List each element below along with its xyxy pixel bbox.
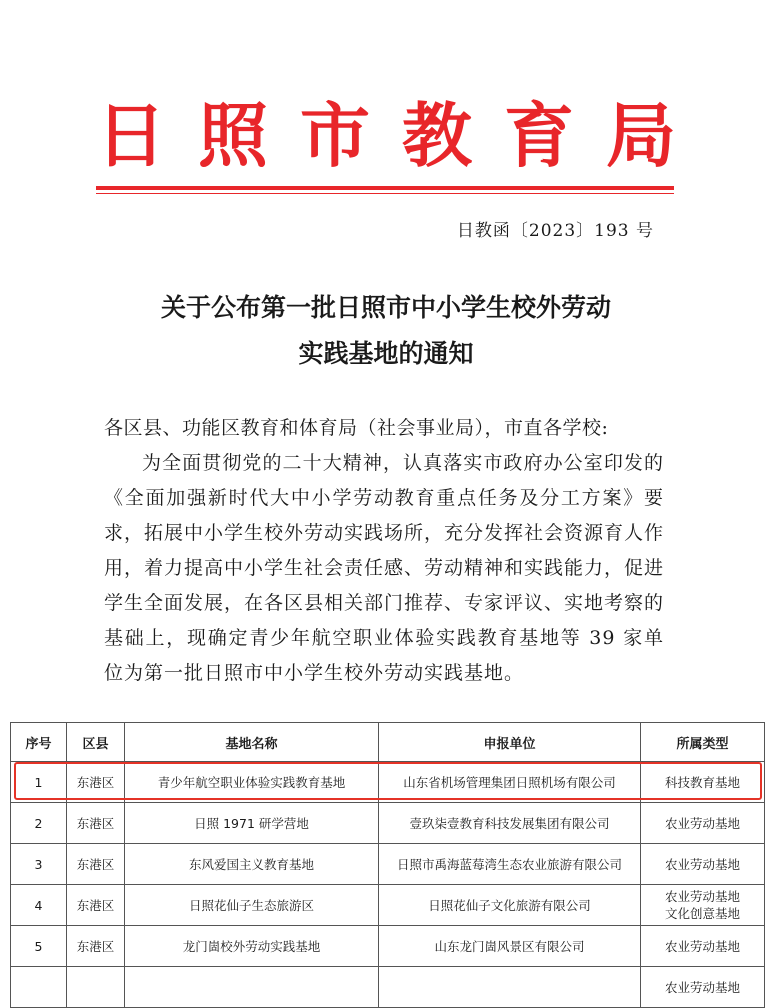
letterhead-char: 市: [300, 95, 370, 177]
letterhead-char: 照: [198, 95, 268, 177]
letterhead-rule-thick: [96, 186, 674, 190]
table-row: [11, 844, 765, 885]
cell-base-name: 青少年航空职业体验实践教育基地: [125, 762, 379, 803]
cell-applicant: 日照市禹海蓝莓湾生态农业旅游有限公司: [379, 844, 641, 885]
table-row: [11, 803, 765, 844]
cell-type: 农业劳动基地: [641, 967, 765, 1008]
header-base-name: 基地名称: [125, 723, 379, 762]
cell-applicant: [379, 967, 641, 1008]
cell-no: 4: [11, 885, 67, 926]
header-applicant: 申报单位: [379, 723, 641, 762]
cell-district: 东港区: [67, 803, 125, 844]
cell-district: [67, 967, 125, 1008]
cell-base-name: 东风爱国主义教育基地: [125, 844, 379, 885]
letterhead-char: 日: [96, 95, 166, 177]
letterhead-char: 育: [504, 95, 574, 177]
header-district: 区县: [67, 723, 125, 762]
table-header-row: [11, 723, 765, 762]
cell-applicant: 壹玖柒壹教育科技发展集团有限公司: [379, 803, 641, 844]
cell-base-name: 龙门崮校外劳动实践基地: [125, 926, 379, 967]
letterhead-rule-thin: [96, 193, 674, 194]
letterhead-char: 局: [606, 95, 676, 177]
table-row: [11, 885, 765, 926]
cell-type: 农业劳动基地 文化创意基地: [641, 885, 765, 926]
document-title-line1: 关于公布第一批日照市中小学生校外劳动: [160, 293, 611, 322]
cell-applicant: 山东省机场管理集团日照机场有限公司: [379, 762, 641, 803]
cell-district: 东港区: [67, 926, 125, 967]
cell-district: 东港区: [67, 762, 125, 803]
letterhead-char: 教: [402, 95, 472, 177]
cell-type: 农业劳动基地: [641, 844, 765, 885]
table-row: [11, 926, 765, 967]
cell-no: [11, 967, 67, 1008]
cell-district: 东港区: [67, 844, 125, 885]
document-number: 日教函〔2023〕193 号: [456, 221, 654, 241]
cell-base-name: 日照 1971 研学营地: [125, 803, 379, 844]
cell-no: 3: [11, 844, 67, 885]
cell-applicant: 日照花仙子文化旅游有限公司: [379, 885, 641, 926]
cell-type: 农业劳动基地: [641, 803, 765, 844]
body-paragraph: 为全面贯彻党的二十大精神，认真落实市政府办公室印发的《全面加强新时代大中小学劳动教育重点任务及分工方案》要求，拓展中小学生校外劳动实践场所，充分发挥社会资源育人作用，着力提高中小学生社会责任感、劳动精神和实践能力，促进学生全面发展，在各区县相关部门推荐、专家评议、实地考察的基础上，现确定青少年航空职业体验实践教育基地等 39 家单位为第一批日照市中小学生校外劳动实践基地。: [104, 452, 665, 684]
cell-base-name: 日照花仙子生态旅游区: [125, 885, 379, 926]
header-no: 序号: [11, 723, 67, 762]
header-type: 所属类型: [641, 723, 765, 762]
document-title-line2: 实践基地的通知: [298, 339, 474, 368]
cell-no: 1: [11, 762, 67, 803]
cell-applicant: 山东龙门崮风景区有限公司: [379, 926, 641, 967]
cell-no: 5: [11, 926, 67, 967]
table-row: [11, 762, 765, 803]
cell-district: 东港区: [67, 885, 125, 926]
cell-type: 科技教育基地: [641, 762, 765, 803]
table-row: [11, 967, 765, 1008]
cell-no: 2: [11, 803, 67, 844]
letterhead-title: [96, 96, 676, 176]
cell-base-name: [125, 967, 379, 1008]
bases-table: [10, 722, 765, 1008]
cell-type: 农业劳动基地: [641, 926, 765, 967]
salutation: 各区县、功能区教育和体育局（社会事业局），市直各学校:: [104, 417, 609, 439]
